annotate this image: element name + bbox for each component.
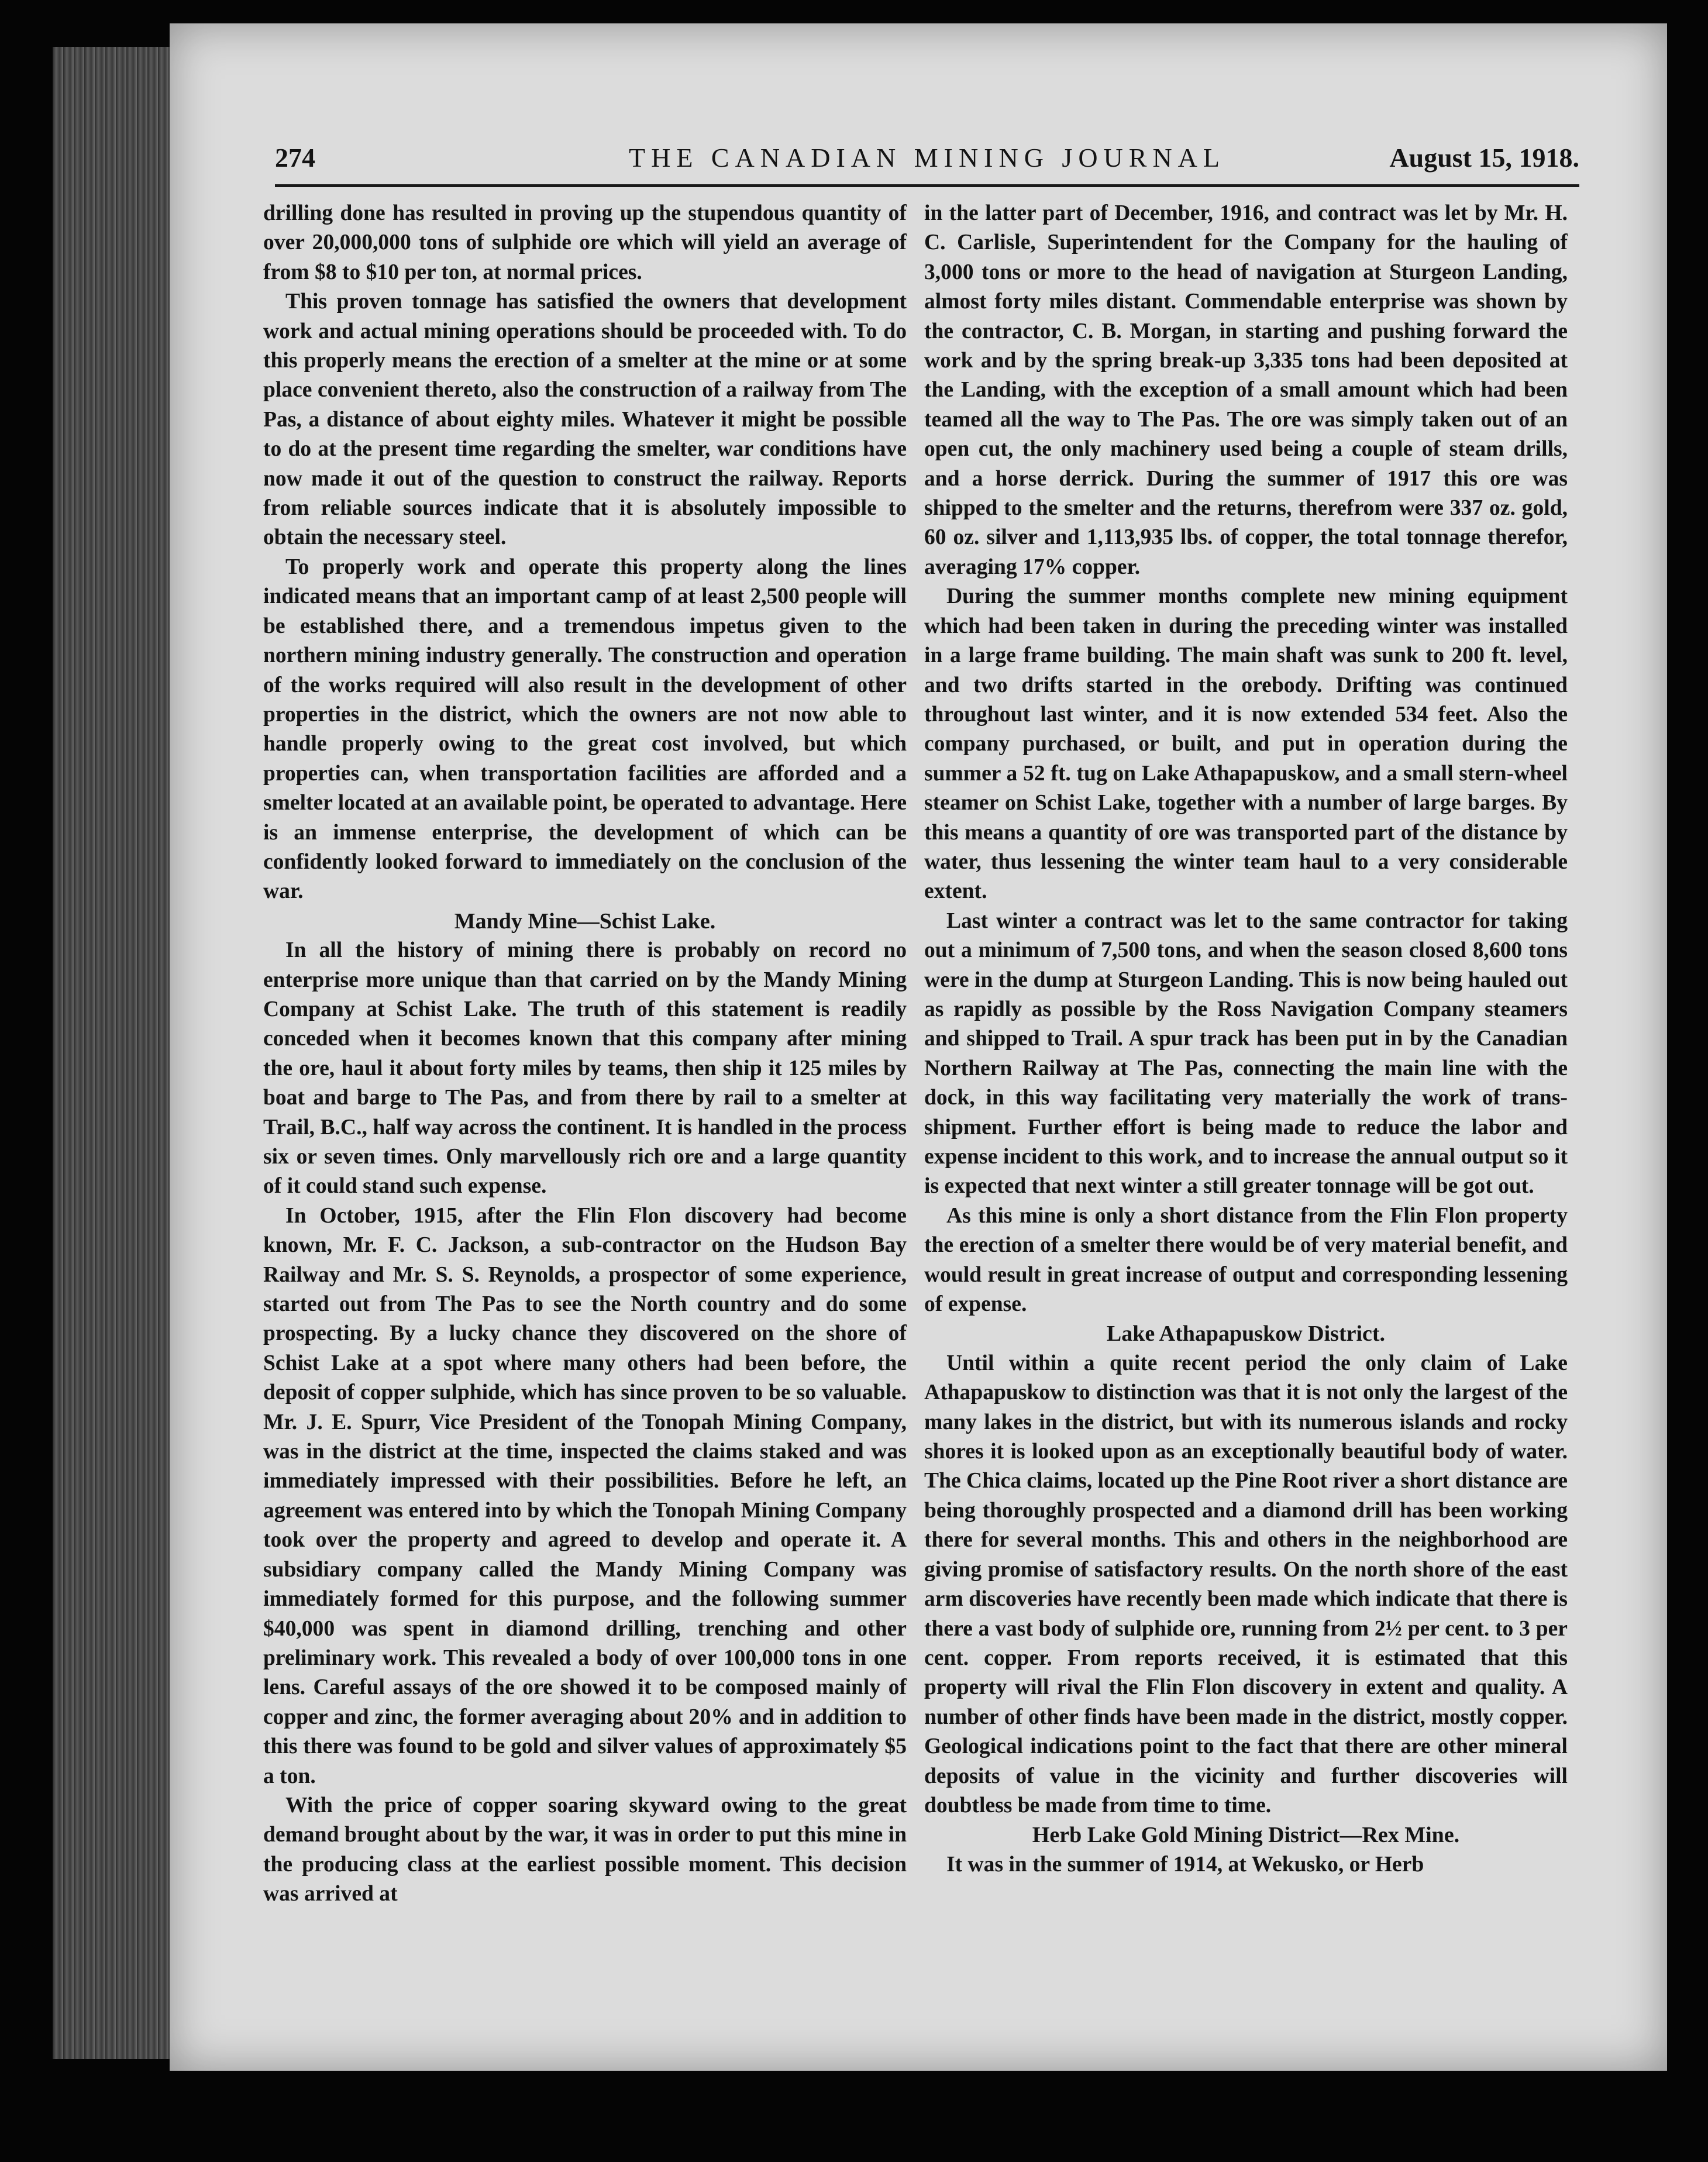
section-heading-mandy-mine: Mandy Mine—Schist Lake. [454, 908, 716, 934]
paragraph: Until within a quite recent period the only claim of Lake Athapapuskow to distinction was that it is not only the largest of the many lakes in the district, but with its numerous islands and rocky shores it is looked upon as an exceptionally beautiful body of water. The Chica claims, located up the Pine Root river a short distance are being thoroughly prospected and a diamond drill has been working there for several months. This and others in the neighborhood are giving promise of satisfactory results. On the north shore of the east arm discoveries have recently been made which indicate that there is there a vast body of sulphide ore, running from 2½ per cent. to 3 per cent. copper. From reports received, it is estimated that this property will rival the Flin Flon discovery in extent and quality. A number of other finds have been made in the district, mostly copper. Geological indications point to the fact that there are other mineral deposits of value in the vicinity and further discoveries will doubtless be made from time to time. [924, 1351, 1568, 1817]
section-heading-lake-athapapuskow: Lake Athapapuskow District. [1106, 1321, 1386, 1347]
left-column [263, 199, 907, 1971]
paragraph: To properly work and operate this property along the lines indicated means that an important camp of at least 2,500 people will be established there, and a tremendous impetus given to the northern mining industry generally. The construction and operation of the works required will also result in the development of other properties in the district, which the owners are not now able to handle properly owing to the great cost involved, but which properties can, when transportation facilities are afforded and a smelter located at an available point, be operated to advantage. Here is an immense enterprise, the development of which can be confidently looked forward to immediately on the conclusion of the war. [263, 555, 907, 904]
journal-title: THE CANADIAN MINING JOURNAL [629, 143, 1225, 173]
paragraph: It was in the summer of 1914, at Wekusko, or Herb [946, 1852, 1424, 1877]
paragraph: in the latter part of December, 1916, and contract was let by Mr. H. C. Carlisle, Superintendent for the Company for the hauling of 3,000 tons or more to the head of navigation at Sturgeon Landing, almost forty miles distant. Commendable enterprise was shown by the contractor, C. B. Morgan, in starting and pushing forward the work and by the spring break-up 3,335 tons had been deposited at the Landing, with the exception of a small amount which had been teamed all the way to The Pas. The ore was simply taken out of an open cut, the only machinery used being a couple of steam drills, and a horse derrick. During the summer of 1917 this ore was shipped to the smelter and the returns, therefrom were 337 oz. gold, 60 oz. silver and 1,113,935 lbs. of copper, the total tonnage therefor, averaging 17% copper. [924, 201, 1568, 579]
paragraph: Last winter a contract was let to the same contractor for taking out a minimum of 7,500 tons, and when the season closed 8,600 tons were in the dump at Sturgeon Landing. This is now being hauled out as rapidly as possible by the Ross Navigation Company steamers and shipped to Trail. A spur track has been put in by the Canadian Northern Railway at The Pas, connecting the main line with the dock, in this way facilitating very materially the work of trans-shipment. Further effort is being made to reduce the labor and expense incident to this work, and to increase the annual output so it is expected that next winter a still greater tonnage will be got out. [924, 908, 1568, 1199]
page-number: 274 [275, 143, 315, 173]
paragraph: As this mine is only a short distance from the Flin Flon property the erection of a smelter there would be of very material benefit, and would result in great increase of output and corresponding lessening of expense. [924, 1203, 1568, 1317]
paragraph: In October, 1915, after the Flin Flon discovery had become known, Mr. F. C. Jackson, a sub-contractor on the Hudson Bay Railway and Mr. S. S. Reynolds, a prospector of some experience, started out from The Pas to see the North country and do some prospecting. By a lucky chance they discovered on the shore of Schist Lake at a spot where many others had been before, the deposit of copper sulphide, which has since proven to be so valuable. Mr. J. E. Spurr, Vice President of the Tonopah Mining Company, was in the district at the time, inspected the claims staked and was immediately impressed with their possibilities. Before he left, an agreement was entered into by which the Tonopah Mining Company took over the property and agreed to develop and operate it. A subsidiary company called the Mandy Mining Company was immediately formed for this purpose, and the following summer $40,000 was spent in diamond drilling, trenching and other preliminary work. This revealed a body of over 100,000 tons in one lens. Careful assays of the ore showed it to be composed mainly of copper and zinc, the former averaging about 20% and in addition to this there was found to be gold and silver values of approximately $5 a ton. [263, 1203, 907, 1788]
right-column [924, 199, 1568, 1971]
issue-date: August 15, 1918. [1389, 143, 1579, 173]
paragraph: drilling done has resulted in proving up the stupendous quantity of over 20,000,000 tons of sulphide ore which will yield an average of from $8 to $10 per ton, at normal prices. [263, 201, 907, 284]
paragraph: During the summer months complete new mining equipment which had been taken in during the preceding winter was installed in a large frame building. The main shaft was sunk to 200 ft. level, and two drifts started in the orebody. Drifting was continued throughout last winter, and it is now extended 534 feet. Also the company purchased, or built, and put in operation during the summer a 52 ft. tug on Lake Athapapuskow, and a small stern-wheel steamer on Schist Lake, together with a number of large barges. By this means a quantity of ore was transported part of the distance by water, thus lessening the winter team haul to a very considerable extent. [924, 584, 1568, 904]
page-header [275, 137, 1579, 187]
paragraph: In all the history of mining there is probably on record no enterprise more unique than that carried on by the Mandy Mining Company at Schist Lake. The truth of this statement is readily conceded when it becomes known that this company after mining the ore, haul it about forty miles by teams, then ship it 125 miles by boat and barge to The Pas, and from there by rail to a smelter at Trail, B.C., half way across the continent. It is handled in the process six or seven times. Only marvellously rich ore and a large quantity of it could stand such expense. [263, 938, 907, 1199]
paragraph: With the price of copper soaring skyward owing to the great demand brought about by the war, it was in order to put this mine in the producing class at the earliest possible moment. This decision was arrived at [263, 1793, 907, 1906]
journal-page [170, 23, 1667, 2071]
book-page-edges [53, 47, 187, 2059]
paragraph: This proven tonnage has satisfied the owners that development work and actual mining operations should be proceeded with. To do this properly means the erection of a smelter at the mine or at some place convenient thereto, also the construction of a railway from The Pas, a distance of about eighty miles. Whatever it might be possible to do at the present time regarding the smelter, war conditions have now made it out of the question to construct the railway. Reports from reliable sources indicate that it is absolutely impossible to obtain the necessary steel. [263, 290, 907, 550]
section-heading-herb-lake: Herb Lake Gold Mining District—Rex Mine. [1032, 1823, 1460, 1848]
